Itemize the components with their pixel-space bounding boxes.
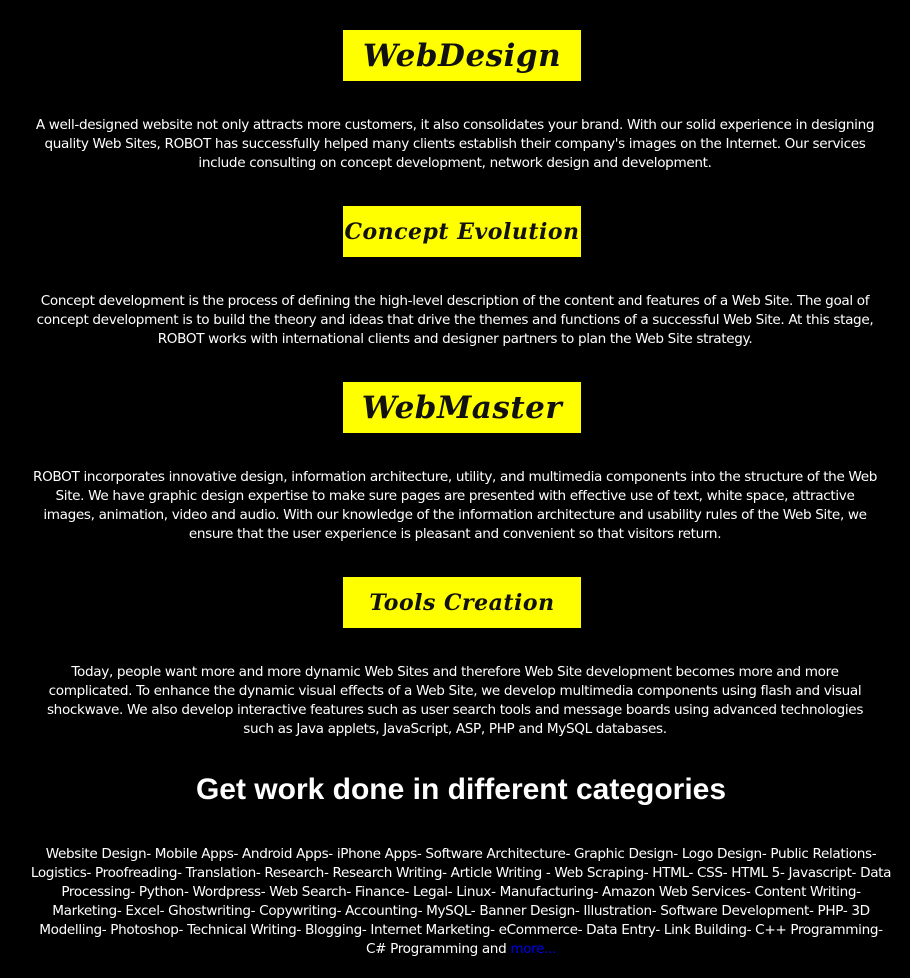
section-text-webdesign: A well-designed website not only attracts more customers, it also consolidates your brand. With our solid experience in designing quality Web Sites, ROBOT has successfully helped many clients establish their company's images on the Internet. Our services include consulting on concept development, network design and development. bbox=[35, 117, 875, 171]
section-title-webdesign: WebDesign bbox=[362, 37, 562, 74]
categories-text: Website Design- Mobile Apps- Android Apps- iPhone Apps- Software Architecture- Graphic Design- Logo Design- Public Relations- Logistics- Proofreading- Translation- Research- Research Writing- Article Writing - Web Scraping- HTML- CSS- HTML 5- Javascript- Data Processing- Python- Wordpress- Web Search- Finance- Legal- Linux- Manufacturing- Amazon Web Services- Content Writing- Marketing- Excel- Ghostwriting- Copywriting- Accounting- MySQL- Banner Design- Illustration- Software Development- PHP- 3D Modelling- Photoshop- Technical Writing- Blogging- Internet Marketing- eCommerce- Data Entry- Link Building- C++ Programming- C# Programming and bbox=[30, 846, 892, 957]
section-banner-webdesign bbox=[343, 30, 581, 81]
section-title-webmaster: WebMaster bbox=[361, 389, 563, 426]
more-link[interactable]: more... bbox=[510, 941, 557, 957]
section-title-concept-evolution: Concept Evolution bbox=[344, 218, 580, 245]
categories-list bbox=[30, 845, 892, 959]
section-banner-tools-creation bbox=[343, 577, 581, 628]
section-banner-concept-evolution bbox=[343, 206, 581, 257]
section-banner-webmaster bbox=[343, 382, 581, 433]
section-text-concept-evolution: Concept development is the process of defining the high-level description of the content and features of a Web Site. The goal of concept development is to build the theory and ideas that drive the themes and functions of a successful Web Site. At this stage, ROBOT works with international clients and designer partners to plan the Web Site strategy. bbox=[36, 293, 874, 347]
categories-heading: Get work done in different categories bbox=[195, 773, 727, 806]
section-title-tools-creation: Tools Creation bbox=[369, 589, 555, 616]
section-text-tools-creation: Today, people want more and more dynamic Web Sites and therefore Web Site development becomes more and more complicated. To enhance the dynamic visual effects of a Web Site, we develop multimedia components using flash and visual shockwave. We also develop interactive features such as user search tools and message boards using advanced technologies such as Java applets, JavaScript, ASP, PHP and MySQL databases. bbox=[46, 664, 864, 737]
section-text-webmaster: ROBOT incorporates innovative design, information architecture, utility, and multimedia components into the structure of the Web Site. We have graphic design expertise to make sure pages are presented with effective use of text, white space, attractive images, animation, video and audio. With our knowledge of the information architecture and usability rules of the Web Site, we ensure that the user experience is pleasant and convenient so that visitors return. bbox=[32, 469, 878, 542]
